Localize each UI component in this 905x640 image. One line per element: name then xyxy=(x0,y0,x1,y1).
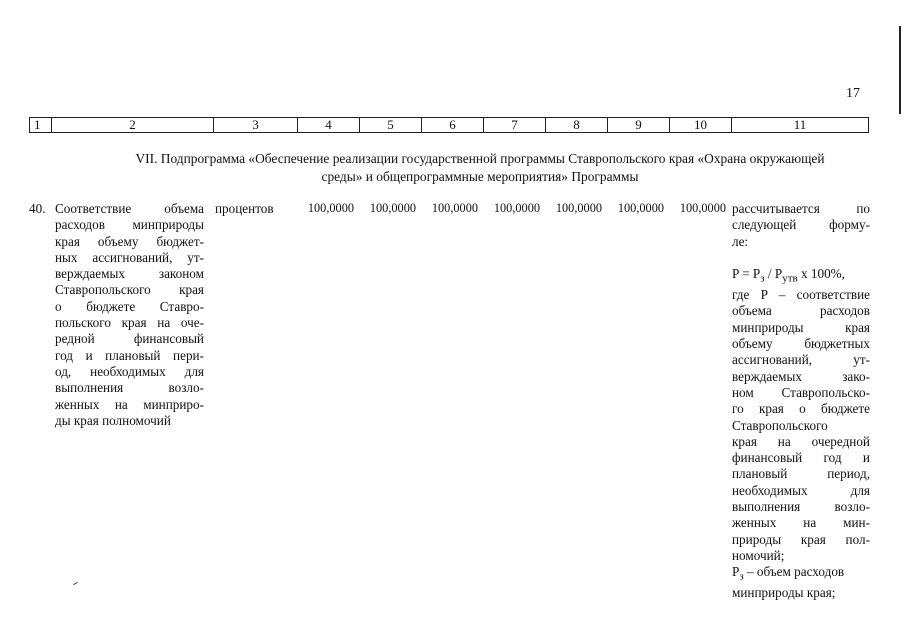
method-line: – объем расходов xyxy=(743,564,845,580)
section-title-line: среды» и общепрограммные мероприятия» Программы xyxy=(321,169,639,184)
spacer xyxy=(732,250,870,266)
method-line: природы края пол- xyxy=(732,531,870,547)
indicator-line: Соответствие объема xyxy=(55,201,204,216)
section-title-line: VII. Подпрограмма «Обеспечение реализации государственной программы Ставропольского края «Охрана окружающей xyxy=(135,151,825,166)
indicator-value: 100,0000 xyxy=(555,201,602,215)
column-number: 1 xyxy=(30,118,52,133)
method-line: объему бюджетных xyxy=(732,336,870,352)
indicator-value: 100,0000 xyxy=(431,201,478,215)
scan-mark xyxy=(73,582,78,585)
method-line: где P – соответствие xyxy=(732,287,870,303)
column-number: 10 xyxy=(670,118,732,133)
formula-symbol: P xyxy=(732,266,739,282)
page-edge-rule xyxy=(899,26,901,114)
formula-part: / P xyxy=(764,266,783,282)
definition-pe xyxy=(732,564,870,585)
formula xyxy=(732,266,870,287)
method-line: го края о бюджете xyxy=(732,401,870,417)
column-number: 11 xyxy=(732,118,869,133)
formula-part: = P xyxy=(738,266,761,282)
method-line: минприроды края xyxy=(732,319,870,335)
indicator-line: од, необходимых для xyxy=(55,363,204,379)
column-number: 6 xyxy=(422,118,484,133)
formula-part: x 100%, xyxy=(797,266,845,282)
indicator-line: верждаемых законом xyxy=(55,266,204,282)
column-number: 9 xyxy=(608,118,670,133)
method-line: ле: xyxy=(732,233,749,249)
indicator-line: расходов минприроды xyxy=(55,217,204,233)
formula-subscript: утв xyxy=(782,272,798,285)
section-title xyxy=(70,150,890,186)
column-number: 7 xyxy=(484,118,546,133)
method-line: плановый период, xyxy=(732,466,870,482)
method-line: ном Ставропольско- xyxy=(732,384,870,400)
indicator-line: о бюджете Ставро- xyxy=(55,298,204,314)
indicator-line: ных ассигнований, ут- xyxy=(55,249,204,265)
indicator-line: женных на минприро- xyxy=(55,396,204,412)
column-number: 4 xyxy=(298,118,360,133)
row-number: 40. xyxy=(29,201,46,216)
column-number: 3 xyxy=(214,118,298,133)
method-line: рассчитывается по xyxy=(732,201,870,216)
method-line: необходимых для xyxy=(732,482,870,498)
method-line: Ставропольского xyxy=(732,417,828,433)
method-line: края на очередной xyxy=(732,433,870,449)
indicator-line: год и плановый пери- xyxy=(55,347,204,363)
method-line: выполнения возло- xyxy=(732,498,870,514)
method-line: финансовый год и xyxy=(732,450,870,466)
calculation-method xyxy=(732,201,870,601)
indicator-line: Ставропольского края xyxy=(55,282,204,298)
method-line: следующей форму- xyxy=(732,217,870,233)
indicator-line: выполнения возло- xyxy=(55,380,204,396)
method-line: ассигнований, ут- xyxy=(732,352,870,368)
indicator-name xyxy=(55,201,204,429)
page-number: 17 xyxy=(846,86,860,101)
column-number-header xyxy=(29,117,869,133)
method-line: верждаемых зако- xyxy=(732,368,870,384)
column-number: 2 xyxy=(52,118,214,133)
method-line: номочий; xyxy=(732,547,785,563)
method-line: объема расходов xyxy=(732,303,870,319)
column-number: 5 xyxy=(360,118,422,133)
indicator-value: 100,0000 xyxy=(369,201,416,215)
indicator-value: 100,0000 xyxy=(307,201,354,215)
indicator-value: 100,0000 xyxy=(493,201,540,215)
formula-symbol: P xyxy=(732,564,740,580)
method-line: женных на мин- xyxy=(732,515,870,531)
formula-subscript: з xyxy=(760,272,765,285)
indicator-line: ды края полномочий xyxy=(55,412,171,428)
formula-subscript: з xyxy=(739,570,744,583)
indicator-value: 100,0000 xyxy=(617,201,664,215)
indicator-value: 100,0000 xyxy=(679,201,726,215)
unit-of-measure: процентов xyxy=(215,201,274,216)
indicator-line: края объему бюджет- xyxy=(55,233,204,249)
indicator-line: польского края на оче- xyxy=(55,315,204,331)
column-number: 8 xyxy=(546,118,608,133)
indicator-line: редной финансовый xyxy=(55,331,204,347)
method-line: минприроды края; xyxy=(732,585,836,601)
